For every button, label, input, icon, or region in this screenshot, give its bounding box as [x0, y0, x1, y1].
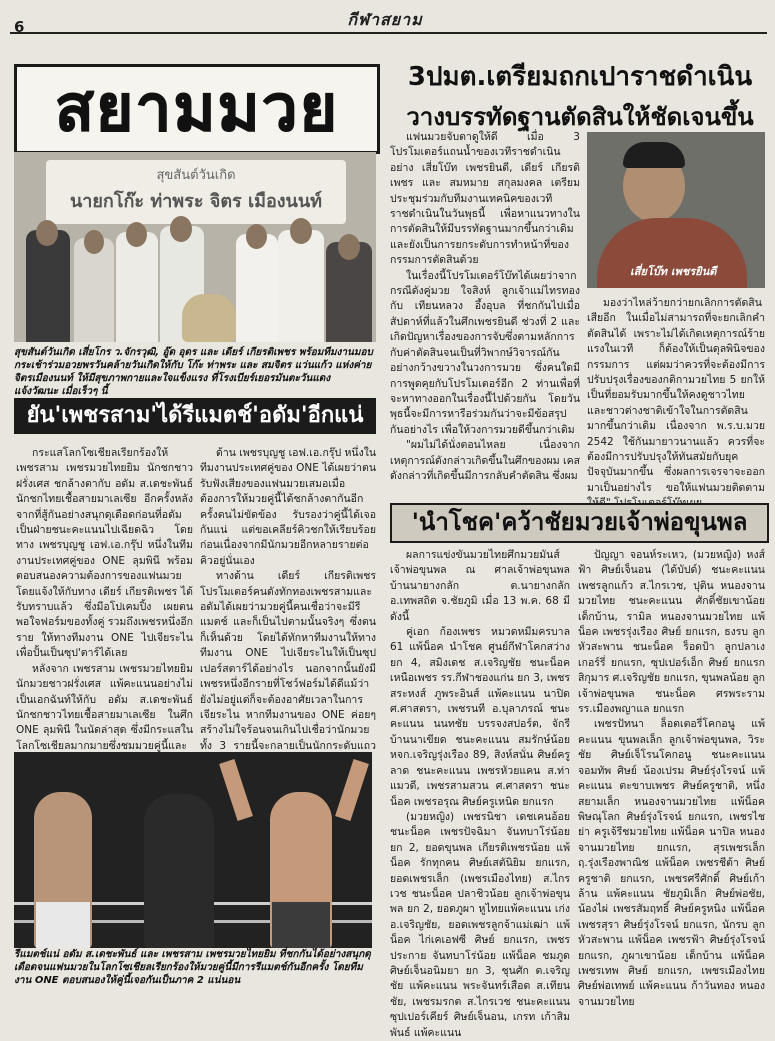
article3-column2 [578, 548, 765, 1018]
person-head [84, 230, 104, 254]
paragraph: กระแสโลกโซเชียลเรียกร้องให้ เพชรสาม เพชรมวยไทยยิม นักชกชาวฝรั่งเศส ชกล้างตากับ อดัม ส.เดชะพันธ์ นักชกไทยเชื้อสายมาเลเซีย อีกครั้งหลังจากที่สู้กันอย่างสนุกดุเดือดก่อนที่อดัมเป็นฝ่ายชนะคะแนนไปเฉียดฉิว โดยทาง เพชรบุญชู เอฟ.เอ.กรุ๊ป หนึ่งในทีมงานประเทศคู่ของ ONE ลุมพินี พร้อมตอบสนองความต้องการของแฟนมวย โดยแจ้งให้กับทาง เดียร์ เกียรติเพชร ได้รับทราบแล้ว ซึ่งมีอโปเคมปิ้ง เผยตนพอใจฟอร์มของทั้งคู่ รวมถึงเพชรหนึ่งอีกราย ให้ทางทีมงาน ONE ไปเจียระไนเพื่อปั้นเป็นซุป'ตาร์ได้เลย [16, 447, 193, 660]
person-head [290, 218, 312, 244]
headline-line2: วางบรรทัดฐานตัดสินให้ชัดเจนขึ้น [406, 103, 754, 131]
article1-column1 [16, 446, 193, 750]
boxing-match-photo [14, 752, 372, 948]
photo1-caption: สุขสันต์วันเกิด เสี่ยโกร ว.จักรวุฒิ, อู๊ด อุดร และ เดียร์ เกียรติเพชร พร้อมทีมงานมอบกระเช้าร่วมอวยพรวันคล้ายวันเกิดให้กับ โก๊ะ ท่าพระ และ สมจิตร แว่นแก้ว แห่งค่ายจิตรเมืองนนท์ ให้มีสุขภาพกายและใจแข็งแรง ที่โรงเบียร์เยอรมันตะวันแดง แจ้งวัฒนะ เมื่อเร็วๆ นี้ [14, 347, 373, 397]
banner-line2: นายกโก๊ะ ท่าพระ จิตร เมืองนนท์ [69, 191, 323, 212]
birthday-group-photo [14, 152, 376, 342]
person-silhouette [236, 234, 278, 342]
paragraph: มองว่าไหล่ว้ายกว่ายกเลิกการตัดสินเสียอีก ในเมื่อไม่สามารถที่จะยกเลิกคำตัดสินได้ เพราะไม่ได้เกิดเหตุการณ์ร้ายแรงในเวที ก็ต้องให้เป็นดุลพินิจของกรรมการ แต่ผมว่าควรที่จะต้องมีการปรับปรุงเรื่องของกติกามวยไทย 5 ยกให้เป็นที่ยอมรับมากขึ้นให้คงดูชาวไทย และชาวต่างชาติเข้าใจในการตัดสินมากขึ้นกว่าเดิม เนื่องจาก พ.ร.บ.มวย 2542 ใช้กันมายาวนานแล้ว ควรที่จะต้องมีการปรับปรุงให้ทันสมัยกับยุคปัจจุบันมากขึ้น ซึ่งผลการเจรจาจะออกมาเป็นอย่างไร ขอให้แฟนมวยติดตาม [587, 297, 765, 494]
headline-line1: 3ปมต.เตรียมถกเปาราชดำเนิน [407, 62, 753, 92]
article1-subhead: ยัน'เพชรสาม'ได้รีแมตช์'อดัม'อีกแน่ [14, 398, 376, 434]
masthead: กีฬาสยาม [347, 10, 423, 29]
portrait-name-tag: เสี่ยโบ๊ท เพชรยินดี [630, 265, 717, 278]
article3-subhead: 'นำโชค'คว้าชัยมวยเจ้าพ่อขุนพล [390, 503, 769, 543]
person-head [126, 222, 147, 247]
referee [144, 794, 214, 948]
paragraph: เพชรปัทนา ล็อตเตอรี่โคกอนู แพ้คะแนน ขุนพลเล็ก ลูกเจ้าพ่อขุนพล, วิระชัย ศิษย์เจ็โรนโคกอนู ชนะคะแนน จอมทัพ ศิษย์ น้องเปรม ศิษย์รุ่งโรจน์ แพ้คะแนน ตะขาบเพชร ศิษย์ครูชาติ, หนึ่งสยามเล็ก หนองจานมวยไทย แพ้น็อค พิษณุโลก ศิษย์รุ่งโรจน์ ยกแรก, เพชรไชย่า ครูเจ้รีชมวยไทย แพ้น็อค นาปิล หนองจานมวยไทย ยกแรก, สุรเพชรเล็ก ฤ.รุ่งเรืองพาณิช แพ้น็อค เพชรชีต้า ศิษย์ครูชาติ ยกแรก, เพชรศรีศักดิ์ ศิษย์เก้าล้าน แพ้คะแนน ชัยภูมิเล็ก ศิษย์พ่อชัย, น้องไผ่ เพชรสัมฤทธิ์ ศิษย์ครูหนิง แพ้น็อค เพชรสุรา ศิษย์รุ่งโรจน์ ยกแรก, นักรบ ลูกหัวสะพาน แพ้น็อค เพชรฟ้า ศิษย์รุ่งโรจน์ ยกแรก, ภูผาเขาน้อย เด็กบ้าน แพ้น็อค เพชรเทพ ศิษย์ ยกแรก, เพชรเมืองไทย ศิษย์พ่อเทพย์ แพ้คะแนน ก้าวันทอง หนองจานมวยไทย [578, 718, 765, 1008]
header-rule [10, 32, 767, 34]
main-headline [390, 60, 770, 134]
paragraph: "ผมไม่ได้นั่งตอนไหลย เนื่องจากเหตุการณ์ดังกล่าวเกิดขึ้นในศึกของผม เคสดังกล่าวที่เกิดขึ้นมีการกลับคำตัดสิน ซึ่งผม [390, 439, 580, 482]
person-silhouette [116, 232, 158, 342]
paragraph: คู่เอก ก้องเพชร หมวดหมีมครบาล 61 แพ้น็อค นำโชค ศูนย์กีฬาโคกสว่าง ยก 4, สมิงเดช ส.เจริญชัย ชนะน็อค เหนือเพชร รร.กีฬาชองแก่น ยก 3, เพชรสระหงส์ ภูพระอินส์ แพ้คะแนน นาปิด ศ.ศาสตรา, เพชรนที อ.บุลาภรณ์ ชนะคะแนน นนทชัย บรรจงสปอร์ต, จักรี บ้านนาเขียด ชนะคะแนน สมรักษ์น้อย หจก.เจริญรุ่งเรือง 89, สิงห์สนั่น ศิษย์ครูลาด ชนะคะแนน เพชรหัวยแคน ส.ท่าแมวดี, เพชรสามสวน ศ.ศาสตรา ชนะน็อค เพชรอรุณ ศิษย์ครูเหนิด ยกแรก [390, 626, 570, 808]
person-head [246, 224, 267, 249]
paragraph: ทางด้าน เดียร์ เกียรติเพชร โปรโมเตอร์คนดังทักทองเพชรสามและอดัมได้เผยว่ามวยคู่นี้คนเชื่อว่าจะมีรีแมตช์ และก็เป็นไปตามนั้นจริงๆ ซึ่งตนก็เห็นด้วย โดยได้ทักหาทีมงานให้ทางทีมงาน ONE ไปเจียระไนให้เป็นซุปเปอร์สตาร์ได้อย่างไร นอกจากนั้นยังมีเพชรหนึ่งอีกรายที่โชว์ฟอร์มได้ดีแม้ว่ายังไม่อยู่แต่ก็จะต้องอาศัยเวลาในการเจียระไน หากทีมงานของ ONE ค่อยๆ สร้างไม่ใจร้อนจนเกินไปเชื่อว่านักมวยทั้ง 3 รายนี้จะกลายเป็นนักกระดับแถว [200, 570, 376, 752]
birthday-banner [46, 160, 346, 224]
paragraph: หลังจาก เพชรสาม เพชรมวยไทยยิม นักมวยชาวฝรั่งเศส แพ้คะแนนอย่างไม่เป็นเอกฉันท์ให้กับ อดัม ส.เดชะพันธ์ นักชกชาวไทยเชื้อสายมาเลเซีย ในศึก ONE ลุมพินี ในนัดล่าสุด ซึ่งมีกระแสในโลกโซเชียลมากมายซึ่งชมมวยคู่นี้และ [16, 662, 193, 752]
paragraph: แฟนมวยจับตาดูให้ดี เมื่อ 3 โปรโมเตอร์แถนน้ำของเวทีราชดำเนิน อย่าง เสี่ยโบ๊ท เพชรยินดี, เดียร์ เกียรติเพชร และ สมหมาย สกุลมงคล เตรียมประชุมร่วมกับทีมงานเทคนิคของเวทีราชดำเนินในวันพุธนี้ เพื่อหาแนวทางในการตัดสินให้มีบรรทัดฐานมากขึ้นกว่าเดิม และยังเป็นการยกระดับการทำหน้าที่ของกรรมการตัดสินด้วย [390, 131, 580, 267]
banner-line1: สุขสันต์วันเกิด [156, 168, 236, 183]
article2-column2 [587, 296, 765, 502]
fighter-right-shorts [272, 902, 330, 948]
person-head [338, 234, 360, 260]
person-head [36, 220, 58, 246]
gift-basket [182, 294, 236, 342]
article1-column2 [200, 446, 376, 750]
fighter-right-raised-arm [335, 759, 369, 821]
person-silhouette [26, 230, 70, 342]
paragraph: (มวยหญิง) เพชรนิชา เดชเคนอ้อย ชนะน็อค เพชรปัจฉิมา จันทบาโร่น้อย ยก 2, ยอดขุนพล เกียรติเพชรน้อย แพ้น็อค รักทุกคน ศิษย์เสตันิยิม ยกแรก, ยอดเพชรเล็ก (เพชรเมืองไทย) ส.ไกรเวช ชนะน็อค ปลาชิวน้อย ลูกเจ้าพ่อขุนพล ยก 2, ยอดภูผา หูไทยแพ้คะแนน เก่ง อ.เจริญชัย, ยอดเพชรลูกจ้าแม่เฒ่า แพ้น็อค ไก่เคเอฟซี ศิษย์ ยกแรก, เพชรประกาย จันทบาโร่น้อย แพ้น็อค ชมภูดศิษย์เจ็นอนิมยา ยก 3, ชุนศัก ต.เจริญชัย แพ้คะแนน พระจันทร์เสือด ส.เทียนชัย, เพชรมรกต ส.ไกรเวช ชนะคะแนน ซุปเปอร์เคียร์ ศิษย์เจ็นอน, เกรท เก้าสิมพันธ์ แพ้คะแนน [390, 810, 570, 1039]
fighter-right-raised-arm [219, 759, 253, 821]
person-head [170, 216, 192, 242]
section-logo-text: สยามมวย [54, 72, 340, 146]
paragraph: ปัญญา จอนห์ระเหว, (มวยหญิง) หงส์ฟ้า ศิษย์เจ็นอน (ได้บัปด์) ชนะคะแนน เพชรลูกแก้ว ส.ไกรเวช, ปุติน หนองจานมวยไทย ชนะคะแนน ศักดิ์ชัยเขาน้อย เด็กบ้าน, รามิล หนองจานมวยไทย แพ้น็อค เพชรรุ่งเรือง ศิษย์ ยกแรก, ธงรบ ลูกหัวสะพาน ชนะน็อค ร็อดป้า ลูกปลาเงเกอร์รี่ ยกแรก, ซุปเปอร์เอ็ก ศิษย์ ยกแรก สิกุมาร ศ.เจริญชัย ยกแรก, ขุนพลน้อย ลูกเจ้าพ่อขุนพล ชนะน็อค ศรพระราม รร.เมืองพญาแล ยกแรก [578, 549, 765, 716]
paragraph: ในเรื่องนี้โปรโมเตอร์โบ๊ทได้เผยว่าจากกรณีดังคู่มวย ใจสิงห์ ลูกเจ้าแม่ไทรทอง กับ เทียนหลวง อึ้งอุบล ที่ชกกันไปเมื่อสัปดาห์ที่แล้วในศึกเพชรยินดี ช่วงที่ 2 และเกิดปัญหาเรื่องของการจับซึ่งตามหลักการกับค่าตัดสินจนเป็นที่วิพากษ์วิจารณ์กันอย่างกว้างขวางในวงการมวย ซึ่งคนใดมีการพูดคุยกับโปรโมเตอร์อีก 2 ท่านเพื่อที่จะหาทางออกในเรื่องนี้ไปด้วยกัน โดยวันพุธนี้จะมีการหารือร่วมกันว่าจะมีข้อสรุปกันอย่างไร เพื่อให้วงการมวยดีขึ้นกว่าเดิม [390, 269, 580, 436]
portrait-hair [623, 142, 685, 168]
person-silhouette [278, 230, 324, 342]
photo3-caption: รีแมตช์แน่ อดัม ส.เดชะพันธ์ และ เพชรสาม เพชรมวยไทยยิม ที่ชกกันได้อย่างสนุกดุเดือดจนแฟนมวยในโลกโซเชียลเรียกร้องให้มวยคู่นี้มีการรีแมตช์กันอีกครั้ง โดยทีมงาน ONE ตอบสนองให้คู่นี้เจอกันเป็นภาค 2 แน่นอน [14, 949, 371, 986]
page-number: 6 [14, 18, 25, 36]
section-logo [14, 64, 380, 154]
paragraph: ผลการแข่งขันมวยไทยศึกมวยมันส์ เจ้าพ่อขุนพล ณ ศาลเจ้าพ่อขุนพล บ้านนายางกลัก ต.นายางกลัก อ.เทพสถิต จ.ชัยภูมิ เมื่อ 13 พ.ค. 68 มีดังนี้ [390, 549, 570, 623]
article3-column1 [390, 548, 570, 1039]
article2-column1 [390, 130, 580, 502]
fighter-left-shorts [36, 902, 90, 948]
paragraph: ด้าน เพชรบุญชู เอฟ.เอ.กรุ๊ป หนึ่งในทีมงานประเทศคู่ของ ONE ได้เผยว่าตนรับฟังเสียงของแฟนมวยเสมอเมื่อต้องการให้มวยคู่นี้ได้ชกล้างตากันอีกครั้งตนไม่ขัดข้อง รับรองว่าคู่นี้ได้เจอกันแน่ แต่ขอเคลียร์คิวชกให้เรียบร้อยก่อนเนื่องจากมีนักมวยอีกหลายรายต่อคิวอยู่นั่นเอง [200, 447, 377, 567]
